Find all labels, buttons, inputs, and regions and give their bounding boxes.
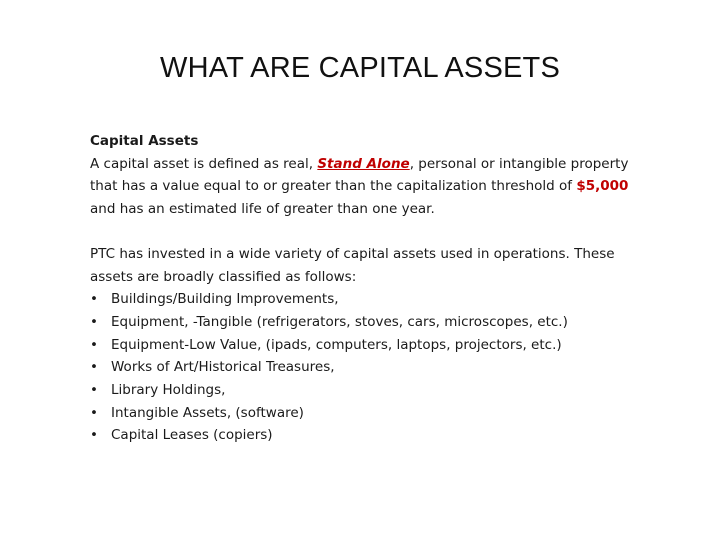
intro-paragraph: PTC has invested in a wide variety of capital assets used in operations. These assets are broadly classified as follows: bbox=[90, 245, 615, 285]
stand-alone-emphasis: Stand Alone bbox=[317, 155, 410, 172]
list-item-label: Buildings/Building Improvements, bbox=[111, 291, 339, 308]
list-item-label: Library Holdings, bbox=[111, 382, 226, 399]
list-item bbox=[90, 402, 650, 425]
list-item bbox=[90, 311, 650, 334]
list-item-label: Equipment, -Tangible (refrigerators, stoves, cars, microscopes, etc.) bbox=[111, 313, 568, 330]
bullet-icon: • bbox=[90, 313, 98, 330]
list-item bbox=[90, 424, 650, 447]
bullet-icon: • bbox=[90, 427, 98, 444]
slide-title: WHAT ARE CAPITAL ASSETS bbox=[160, 52, 560, 84]
list-item-label: Capital Leases (copiers) bbox=[111, 427, 273, 444]
definition-paragraph bbox=[90, 153, 650, 221]
definition-part3: and has an estimated life of greater than one year. bbox=[90, 201, 435, 218]
list-item bbox=[90, 334, 650, 357]
list-item bbox=[90, 356, 650, 379]
definition-part1: A capital asset is defined as real, bbox=[90, 155, 318, 172]
bullet-icon: • bbox=[90, 336, 98, 353]
definition-part2: , personal or intangible property that has a value equal to or greater than the capitalization threshold of bbox=[90, 155, 629, 195]
section-heading: Capital Assets bbox=[90, 133, 199, 149]
threshold-value: $5,000 bbox=[576, 178, 629, 195]
bullet-icon: • bbox=[90, 359, 98, 376]
list-item bbox=[90, 288, 650, 311]
bullet-icon: • bbox=[90, 291, 98, 308]
slide-body bbox=[90, 130, 650, 447]
list-item-label: Equipment-Low Value, (ipads, computers, laptops, projectors, etc.) bbox=[111, 336, 562, 353]
list-item-label: Intangible Assets, (software) bbox=[111, 404, 304, 421]
bullet-icon: • bbox=[90, 382, 98, 399]
list-item-label: Works of Art/Historical Treasures, bbox=[111, 359, 335, 376]
list-item bbox=[90, 379, 650, 402]
paragraph-spacer bbox=[90, 221, 650, 243]
bullet-icon: • bbox=[90, 404, 98, 421]
asset-class-list bbox=[90, 288, 650, 447]
